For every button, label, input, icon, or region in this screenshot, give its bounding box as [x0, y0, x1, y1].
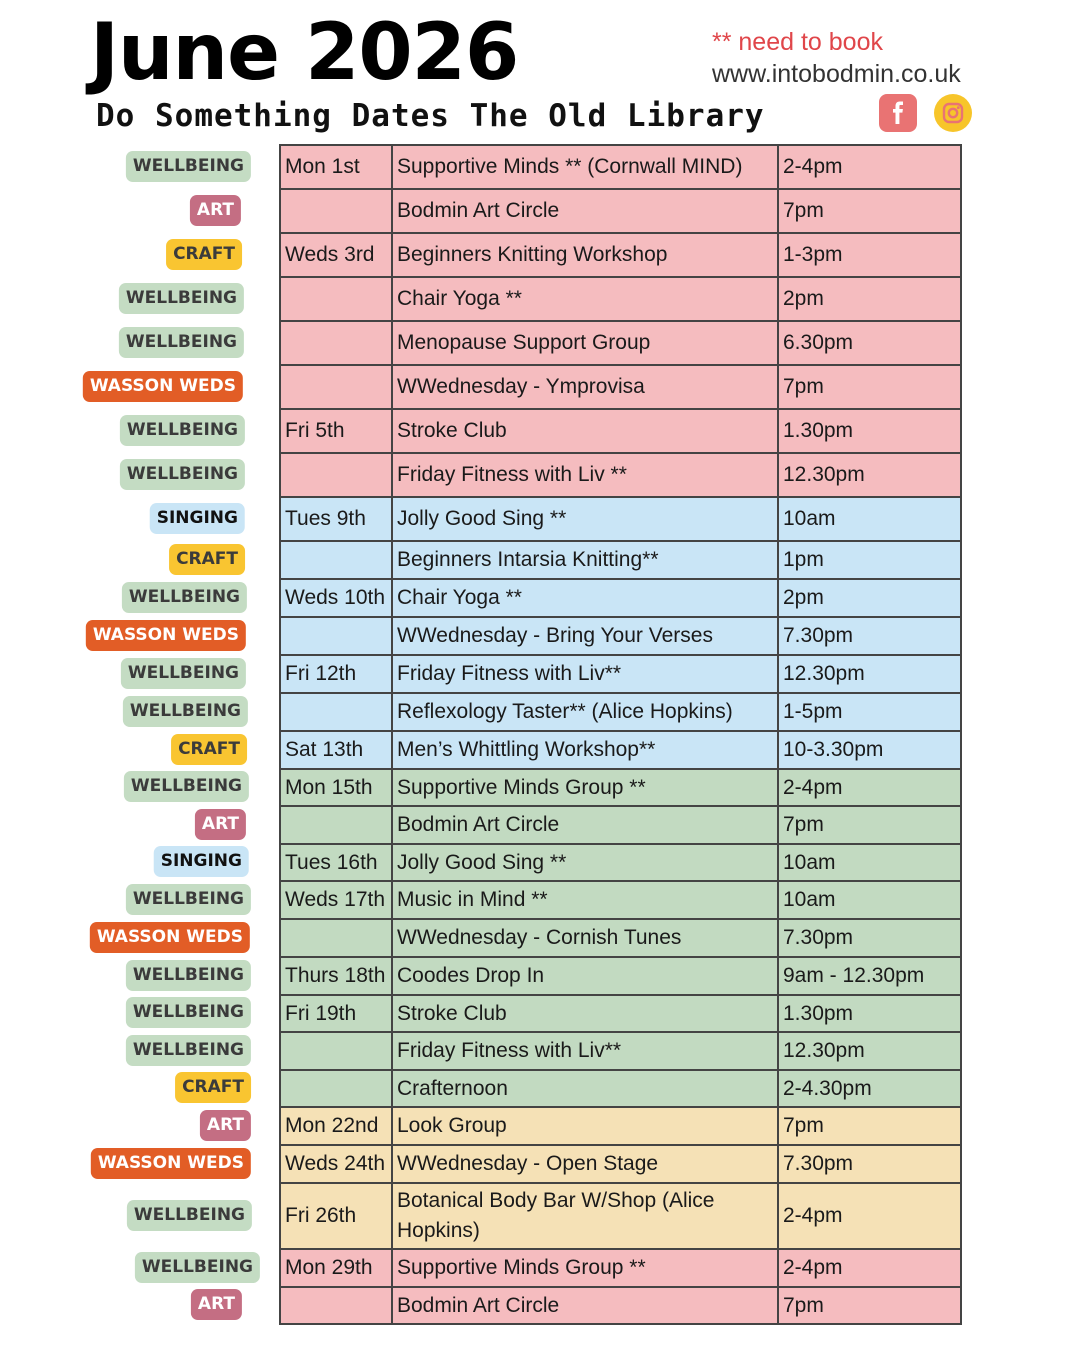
time-cell: 2pm: [778, 277, 961, 321]
time-cell: 2-4pm: [778, 1183, 961, 1249]
table-row: [280, 769, 961, 806]
table-row: [280, 1183, 961, 1249]
table-row: [280, 1287, 961, 1324]
date-cell: Thurs 18th: [280, 957, 392, 995]
time-cell: 12.30pm: [778, 453, 961, 497]
date-cell: Fri 5th: [280, 409, 392, 453]
table-row: [280, 541, 961, 579]
time-cell: 10-3.30pm: [778, 731, 961, 769]
date-cell: Mon 29th: [280, 1249, 392, 1287]
event-cell: Friday Fitness with Liv **: [392, 453, 778, 497]
event-cell: Friday Fitness with Liv**: [392, 655, 778, 693]
category-tag: CRAFT: [171, 734, 247, 765]
category-tag: SINGING: [154, 846, 249, 877]
table-row: [280, 1249, 961, 1287]
event-cell: Bodmin Art Circle: [392, 189, 778, 233]
date-cell: Weds 17th: [280, 881, 392, 919]
category-tag: WASSON WEDS: [91, 1148, 251, 1179]
event-cell: WWednesday - Open Stage: [392, 1145, 778, 1183]
schedule-table: [279, 144, 962, 1325]
table-row: [280, 1070, 961, 1107]
category-tag: WELLBEING: [123, 696, 248, 727]
date-cell: Fri 26th: [280, 1183, 392, 1249]
table-row: [280, 1032, 961, 1070]
date-cell: Weds 10th: [280, 579, 392, 617]
date-cell: Weds 3rd: [280, 233, 392, 277]
time-cell: 2pm: [778, 579, 961, 617]
category-tag: WELLBEING: [127, 1200, 252, 1231]
event-cell: WWednesday - Bring Your Verses: [392, 617, 778, 655]
event-cell: Chair Yoga **: [392, 277, 778, 321]
time-cell: 1pm: [778, 541, 961, 579]
table-row: [280, 731, 961, 769]
category-tag: WELLBEING: [126, 960, 251, 991]
category-tag: CRAFT: [169, 544, 245, 575]
table-row: [280, 919, 961, 957]
category-tag: WELLBEING: [121, 658, 246, 689]
time-cell: 10am: [778, 844, 961, 881]
date-cell: Fri 12th: [280, 655, 392, 693]
event-cell: Look Group: [392, 1107, 778, 1145]
event-cell: Bodmin Art Circle: [392, 1287, 778, 1324]
time-cell: 1-5pm: [778, 693, 961, 731]
category-tag: CRAFT: [166, 239, 242, 270]
date-cell: [280, 693, 392, 731]
category-tag: ART: [191, 1289, 242, 1320]
time-cell: 7pm: [778, 1287, 961, 1324]
date-cell: Tues 9th: [280, 497, 392, 541]
date-cell: [280, 1032, 392, 1070]
time-cell: 1.30pm: [778, 995, 961, 1032]
date-cell: Tues 16th: [280, 844, 392, 881]
event-cell: Supportive Minds ** (Cornwall MIND): [392, 145, 778, 189]
category-tag: WELLBEING: [135, 1252, 260, 1283]
date-cell: Sat 13th: [280, 731, 392, 769]
time-cell: 1.30pm: [778, 409, 961, 453]
time-cell: 10am: [778, 881, 961, 919]
event-cell: WWednesday - Ymprovisa: [392, 365, 778, 409]
date-cell: [280, 365, 392, 409]
table-row: [280, 321, 961, 365]
table-row: [280, 453, 961, 497]
table-row: [280, 497, 961, 541]
time-cell: 7.30pm: [778, 919, 961, 957]
time-cell: 2-4pm: [778, 769, 961, 806]
table-row: [280, 365, 961, 409]
page-subtitle: Do Something Dates The Old Library: [96, 98, 765, 134]
time-cell: 9am - 12.30pm: [778, 957, 961, 995]
event-cell: Jolly Good Sing **: [392, 497, 778, 541]
category-tag: WASSON WEDS: [86, 620, 246, 651]
time-cell: 1-3pm: [778, 233, 961, 277]
event-cell: Chair Yoga **: [392, 579, 778, 617]
event-cell: Stroke Club: [392, 995, 778, 1032]
table-row: [280, 957, 961, 995]
category-tag: WELLBEING: [120, 459, 245, 490]
date-cell: [280, 617, 392, 655]
time-cell: 7.30pm: [778, 617, 961, 655]
date-cell: Weds 24th: [280, 1145, 392, 1183]
facebook-icon[interactable]: [879, 94, 917, 132]
category-tag: WELLBEING: [120, 415, 245, 446]
event-cell: Friday Fitness with Liv**: [392, 1032, 778, 1070]
time-cell: 10am: [778, 497, 961, 541]
table-row: [280, 693, 961, 731]
category-tag: WELLBEING: [126, 1035, 251, 1066]
table-row: [280, 277, 961, 321]
category-tag: CRAFT: [175, 1072, 251, 1103]
event-cell: Men’s Whittling Workshop**: [392, 731, 778, 769]
date-cell: [280, 806, 392, 844]
table-row: [280, 1107, 961, 1145]
website-link[interactable]: www.intobodmin.co.uk: [712, 60, 961, 88]
event-cell: Music in Mind **: [392, 881, 778, 919]
date-cell: [280, 541, 392, 579]
time-cell: 7pm: [778, 806, 961, 844]
event-cell: Coodes Drop In: [392, 957, 778, 995]
table-row: [280, 617, 961, 655]
event-cell: Reflexology Taster** (Alice Hopkins): [392, 693, 778, 731]
category-tag: WASSON WEDS: [90, 922, 250, 953]
date-cell: Mon 22nd: [280, 1107, 392, 1145]
category-tag: WELLBEING: [124, 771, 249, 802]
table-row: [280, 844, 961, 881]
event-cell: Beginners Intarsia Knitting**: [392, 541, 778, 579]
event-cell: WWednesday - Cornish Tunes: [392, 919, 778, 957]
date-cell: [280, 189, 392, 233]
date-cell: [280, 277, 392, 321]
date-cell: [280, 1287, 392, 1324]
table-row: [280, 995, 961, 1032]
category-tag: WELLBEING: [119, 283, 244, 314]
time-cell: 2-4pm: [778, 1249, 961, 1287]
time-cell: 7pm: [778, 189, 961, 233]
category-tag: ART: [190, 195, 241, 226]
table-row: [280, 1145, 961, 1183]
time-cell: 7pm: [778, 1107, 961, 1145]
date-cell: Mon 15th: [280, 769, 392, 806]
time-cell: 2-4.30pm: [778, 1070, 961, 1107]
time-cell: 7pm: [778, 365, 961, 409]
event-cell: Supportive Minds Group **: [392, 769, 778, 806]
category-tag: ART: [200, 1110, 251, 1141]
time-cell: 12.30pm: [778, 1032, 961, 1070]
date-cell: [280, 919, 392, 957]
table-row: [280, 189, 961, 233]
category-tag: WELLBEING: [126, 151, 251, 182]
table-row: [280, 579, 961, 617]
table-row: [280, 806, 961, 844]
date-cell: Mon 1st: [280, 145, 392, 189]
event-cell: Beginners Knitting Workshop: [392, 233, 778, 277]
time-cell: 2-4pm: [778, 145, 961, 189]
event-cell: Bodmin Art Circle: [392, 806, 778, 844]
category-tag: WELLBEING: [126, 997, 251, 1028]
event-cell: Menopause Support Group: [392, 321, 778, 365]
date-cell: Fri 19th: [280, 995, 392, 1032]
date-cell: [280, 453, 392, 497]
event-cell: Jolly Good Sing **: [392, 844, 778, 881]
page-title: June 2026: [90, 8, 519, 98]
category-tag: SINGING: [150, 503, 245, 534]
booking-note: ** need to book: [712, 28, 883, 56]
category-tag: WELLBEING: [119, 327, 244, 358]
instagram-icon[interactable]: [934, 94, 972, 132]
table-row: [280, 881, 961, 919]
table-row: [280, 233, 961, 277]
category-tag: WELLBEING: [122, 582, 247, 613]
time-cell: 6.30pm: [778, 321, 961, 365]
event-cell: Supportive Minds Group **: [392, 1249, 778, 1287]
table-row: [280, 145, 961, 189]
time-cell: 7.30pm: [778, 1145, 961, 1183]
date-cell: [280, 1070, 392, 1107]
category-tag: WELLBEING: [126, 884, 251, 915]
table-row: [280, 409, 961, 453]
table-row: [280, 655, 961, 693]
category-tag: ART: [195, 809, 246, 840]
event-cell: Stroke Club: [392, 409, 778, 453]
event-cell: Botanical Body Bar W/Shop (Alice Hopkins): [392, 1183, 778, 1249]
date-cell: [280, 321, 392, 365]
time-cell: 12.30pm: [778, 655, 961, 693]
event-cell: Crafternoon: [392, 1070, 778, 1107]
category-tag: WASSON WEDS: [83, 371, 243, 402]
